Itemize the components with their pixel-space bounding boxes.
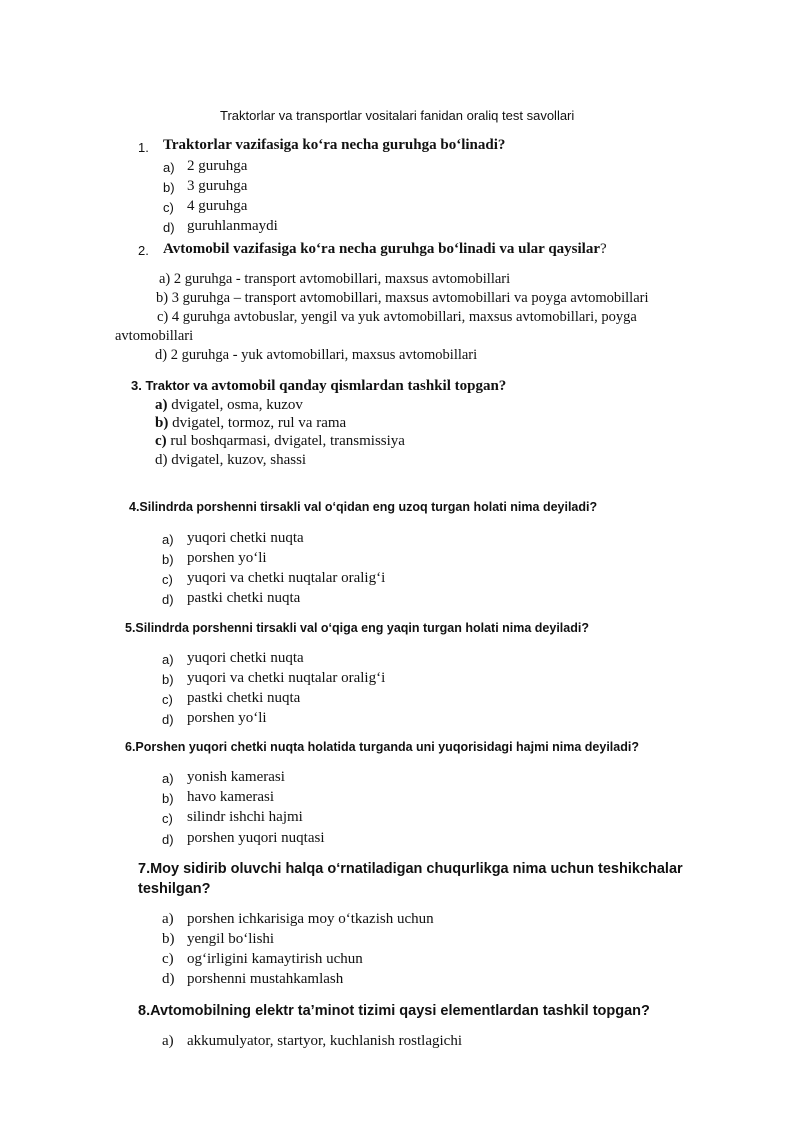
page-title: Traktorlar va transportlar vositalari fanidan oraliq test savollari (220, 108, 575, 123)
option-label: a) (162, 652, 174, 667)
option-text: rul boshqarmasi, dvigatel, transmissiya (166, 433, 405, 449)
question-text: avtomobil qanday qismlardan tashkil topgan? (211, 378, 507, 394)
option-label: a) (162, 1033, 174, 1049)
option (155, 415, 346, 432)
option-text: 2 guruhga (187, 158, 248, 174)
option-text: havo kamerasi (187, 789, 275, 805)
question-text: 5.Silindrda porshenni tirsakli val o‘qiga eng yaqin turgan holati nima deyiladi? (125, 621, 589, 635)
option-text: a) 2 guruhga - transport avtomobillari, maxsus avtomobillari (159, 271, 511, 287)
option-label: b) (162, 931, 175, 947)
question-prefix: 3. Traktor va (131, 378, 212, 393)
option-label: a) (155, 397, 168, 413)
option-text: silindr ishchi hajmi (187, 809, 303, 825)
option-text: dvigatel, osma, kuzov (167, 397, 303, 413)
option-text: porshen ichkarisiga moy o‘tkazish uchun (187, 911, 434, 927)
option-label: a) (163, 160, 175, 175)
option-label: a) (162, 911, 174, 927)
option-text: porshen yo‘li (187, 550, 267, 566)
option-label: b) (155, 415, 169, 431)
option-text: dvigatel, tormoz, rul va rama (168, 415, 347, 431)
option-text: og‘irligini kamaytirish uchun (187, 951, 363, 967)
option-label: c) (162, 951, 174, 967)
option-label: b) (162, 552, 174, 567)
option-text: c) 4 guruhga avtobuslar, yengil va yuk avtomobillari, maxsus avtomobillari, poyga (157, 309, 637, 325)
option-text: porshen yo‘li (187, 710, 267, 726)
option-label: d) (162, 712, 174, 727)
option-text: pastki chetki nuqta (187, 690, 301, 706)
option (155, 397, 303, 414)
option-text: yuqori chetki nuqta (187, 650, 304, 666)
option-text: b) 3 guruhga – transport avtomobillari, maxsus avtomobillari va poyga avtomobillari (156, 290, 649, 306)
option (155, 433, 405, 450)
option-text: yuqori chetki nuqta (187, 530, 304, 546)
option-text: akkumulyator, startyor, kuchlanish rostlagichi (187, 1033, 462, 1049)
option-label: c) (162, 811, 173, 826)
option-label: b) (162, 672, 174, 687)
option-text-cont: avtomobillari (115, 328, 194, 344)
option-text: 3 guruhga (187, 178, 248, 194)
option-label: c) (163, 200, 174, 215)
option-text: yuqori va chetki nuqtalar oralig‘i (187, 570, 386, 586)
option-text: d) 2 guruhga - yuk avtomobillari, maxsus avtomobillari (155, 347, 478, 363)
question-text: 4.Silindrda porshenni tirsakli val o‘qidan eng uzoq turgan holati nima deyiladi? (129, 500, 598, 514)
option-label: d) (162, 592, 174, 607)
question-text-cont: teshilgan? (138, 881, 211, 897)
option-text: pastki chetki nuqta (187, 590, 301, 606)
option-text: guruhlanmaydi (187, 218, 278, 234)
option-text: yuqori va chetki nuqtalar oralig‘i (187, 670, 386, 686)
option-label: b) (163, 180, 175, 195)
option-text: porshen yuqori nuqtasi (187, 830, 325, 846)
option-label: a) (162, 771, 174, 786)
option-text: yengil bo‘lishi (187, 931, 275, 947)
option-label: b) (162, 791, 174, 806)
option-label: c) (162, 692, 173, 707)
option-text: yonish kamerasi (187, 769, 285, 785)
option-label: c) (155, 433, 167, 449)
question-text: 6.Porshen yuqori chetki nuqta holatida turganda uni yuqorisidagi hajmi nima deyiladi? (125, 740, 639, 754)
option-label: d) (162, 971, 175, 987)
option-label: c) (162, 572, 173, 587)
question-text: 8.Avtomobilning elektr ta’minot tizimi qaysi elementlardan tashkil topgan? (138, 1003, 650, 1019)
question-number: 1. (138, 140, 149, 155)
option-label: d) (163, 220, 175, 235)
option-label: d) (162, 832, 174, 847)
question-number: 2. (138, 243, 149, 258)
question-mark: ? (600, 241, 607, 257)
option-text: porshenni mustahkamlash (187, 971, 344, 987)
question-text: Traktorlar vazifasiga ko‘ra necha guruhga bo‘linadi? (163, 137, 506, 153)
question-text: 7.Moy sidirib oluvchi halqa o‘rnatiladigan chuqurlikga nima uchun teshikchalar (138, 861, 683, 877)
question-text: Avtomobil vazifasiga ko‘ra necha guruhga bo‘linadi va ular qaysilar (163, 241, 600, 257)
option-label: a) (162, 532, 174, 547)
option-text: d) dvigatel, kuzov, shassi (155, 452, 307, 468)
option-text: 4 guruhga (187, 198, 248, 214)
